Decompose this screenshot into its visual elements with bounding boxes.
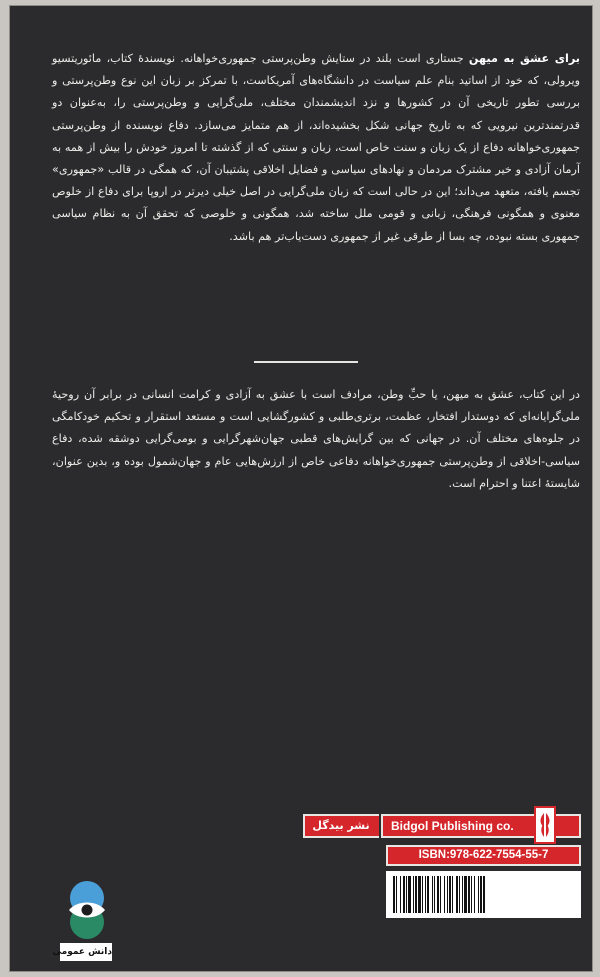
eye-icon bbox=[68, 900, 106, 920]
publisher-name-en: Bidgol Publishing co. bbox=[391, 819, 514, 833]
series-label: دانش عمومی bbox=[60, 943, 112, 961]
publisher-name-fa: نشر بیدگل bbox=[312, 819, 370, 832]
barcode-stripe bbox=[485, 876, 486, 913]
publisher-emblem-icon bbox=[534, 806, 556, 844]
series-mark bbox=[52, 881, 116, 969]
section-divider bbox=[254, 361, 358, 363]
isbn-barcode bbox=[386, 871, 581, 918]
blurb-paragraph-1-text: جستاری است بلند در ستایش وطن‌پرستی جمهوری‌خواهانه. نویسندهٔ کتاب، مائوریتسیو ویرولی، که خود از اساتید بنام علم سیاست در دانشگاه‌های آمریکاست، با تمرکز بر زبان این نوع وطن‌پرستی و بررسی تطور تاریخی آن در کشورها و نزد اندیشمندان مختلف، ملی‌گرایی و وطن‌پرستی را، به‌عنوان دو قدرتمندترین نیرویی که به تاریخ جهانی شکل بخشیده‌اند، از هم متمایز می‌سازد. دفاع نویسنده از وطن‌پرستی جمهوری‌خواهانه دفاع از یک زبان و سنت خاص است، زبان و سنتی که از گذشته تا امروز خودش را بیش از همه به آرمان آزادی و خیر مشترک مردمان و نهادهای سیاسی و فضایل اخلاقی پشتیبان آن، که همگی در قالب «جمهوری» تجسم یافته، متعهد می‌داند؛ این در حالی است که زبان ملی‌گرایی در اصل خیلی دیرتر در اروپا برای دفاع از خلوص معنوی و همگونی فرهنگی، زبانی و قومی ملل ساخته شد، همگونی و خلوصی که تحقق آن به نظام سیاسی جمهوری بسته نبوده، چه بسا از طرقی غیر از جمهوری دست‌یاب‌تر هم باشد. bbox=[52, 52, 580, 243]
publisher-name-fa-bar bbox=[303, 814, 379, 838]
blurb-paragraph-2: در این کتاب، عشق به میهن، یا حبِّ وطن، مرادف است با عشق به آزادی و کرامت انسانی در برابر آن روحیهٔ ملی‌گرایانه‌ای که دوستدار افتخار، عظمت، برتری‌طلبی و کشورگشایی است و مستعد استقرار و تحکیم خودکامگی در جلوه‌های مختلف آن. در جهانی که بین گرایش‌های قطبی جهان‌شهرگرایی و بومی‌گرایی دوشقه شده، دفاع سیاسی-اخلاقی از وطن‌پرستی جمهوری‌خواهانه دفاعی خاص از ارزش‌هایی عام و جهان‌شمول بوده و، بدین عنوان، شایستهٔ اعتنا و احترام است. bbox=[52, 388, 580, 490]
isbn-label: ISBN:978-622-7554-55-7 bbox=[386, 845, 581, 866]
book-back-cover bbox=[10, 6, 592, 971]
book-title-lead: برای عشق به میهن bbox=[468, 52, 580, 65]
blurb-paragraph-1 bbox=[52, 48, 580, 248]
